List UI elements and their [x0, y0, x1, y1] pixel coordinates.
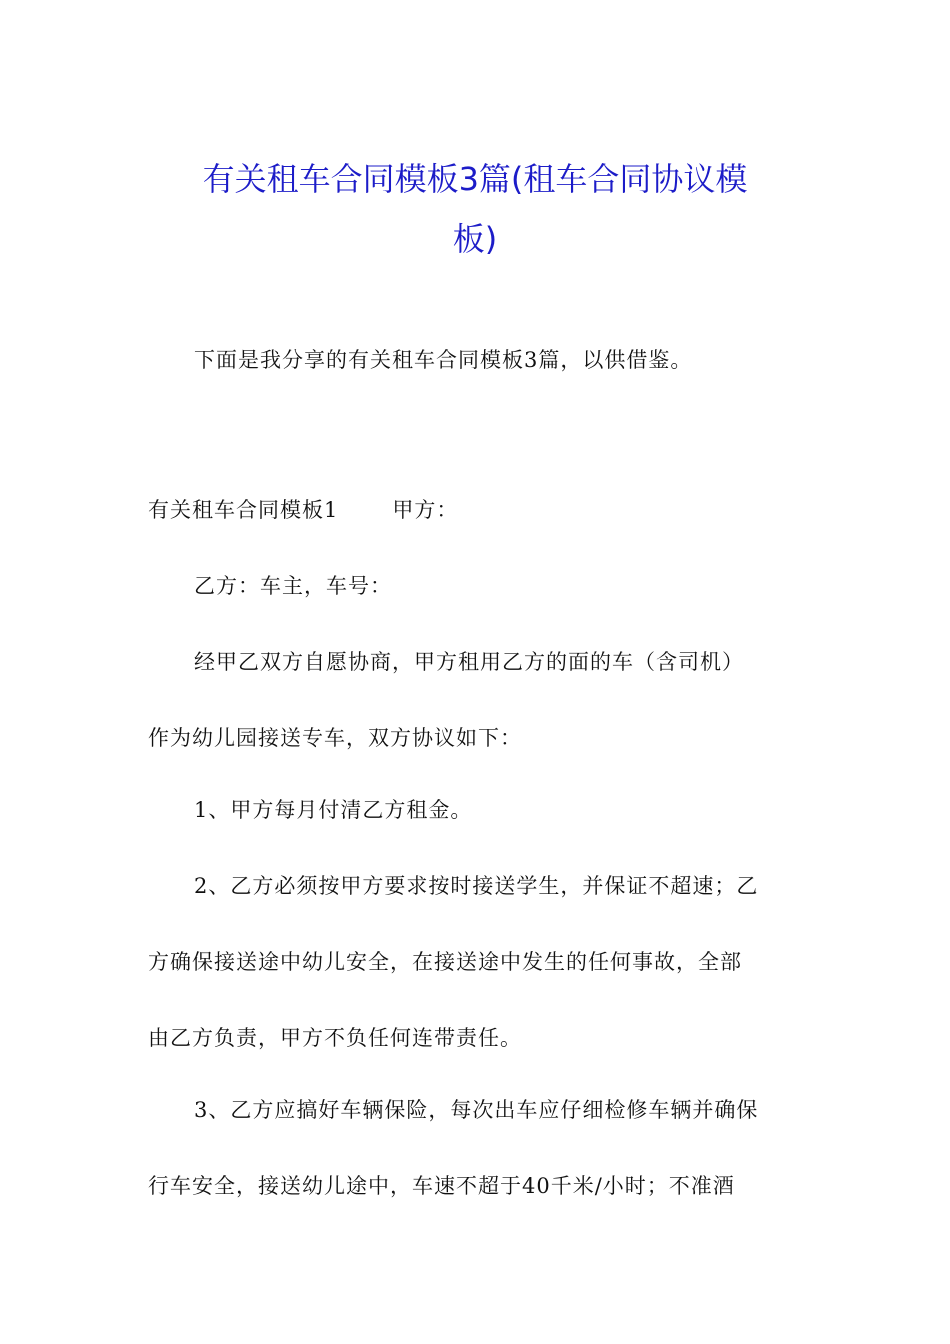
- agreement-paragraph: [148, 624, 808, 776]
- clause-3-line-1: 3、乙方应搞好车辆保险，每次出车应仔细检修车辆并确保: [194, 1098, 759, 1122]
- clause-2-line-2: 方确保接送途中幼儿安全，在接送途中发生的任何事故，全部: [148, 950, 742, 974]
- clause-3-paragraph: [148, 1072, 808, 1224]
- party-a-label: 甲方：: [392, 498, 459, 522]
- intro-paragraph: [148, 322, 808, 398]
- title-line-1: 有关租车合同模板3篇(租车合同协议模: [202, 160, 748, 199]
- party-b-label: 乙方：车主，车号：: [194, 574, 392, 598]
- clause-3-line-2: 行车安全，接送幼儿途中，车速不超于40千米/小时；不准酒: [148, 1174, 735, 1198]
- template1-heading-line: [148, 472, 808, 548]
- title-line-2: 板): [452, 220, 498, 259]
- clause-2-line-3: 由乙方负责，甲方不负任何连带责任。: [148, 1026, 522, 1050]
- agreement-line-1: 经甲乙双方自愿协商，甲方租用乙方的面的车（含司机）: [194, 650, 744, 674]
- template1-heading: 有关租车合同模板1: [148, 498, 339, 522]
- clause-2-line-1: 2、乙方必须按甲方要求按时接送学生，并保证不超速；乙: [194, 874, 759, 898]
- intro-line: 下面是我分享的有关租车合同模板3篇，以供借鉴。: [194, 348, 693, 372]
- template1-heading-paragraph: [148, 472, 808, 548]
- party-b-paragraph: [148, 548, 808, 624]
- clause-2-paragraph: [148, 848, 808, 1076]
- agreement-line-2: 作为幼儿园接送专车，双方协议如下：: [148, 726, 522, 750]
- clause-1-line: 1、甲方每月付清乙方租金。: [194, 798, 473, 822]
- document-title: [0, 149, 950, 269]
- clause-1-paragraph: [148, 772, 808, 848]
